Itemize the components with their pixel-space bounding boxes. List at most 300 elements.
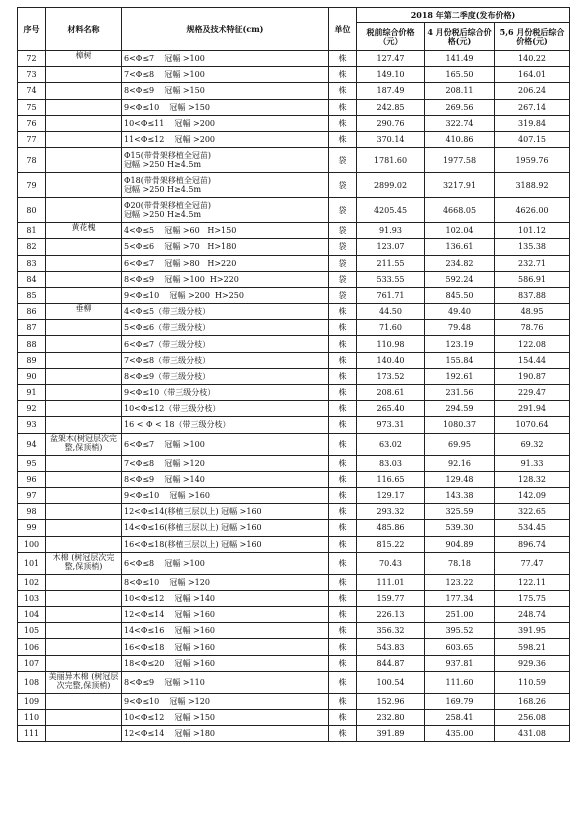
price-april: 208.11 — [425, 83, 495, 99]
price-pretax: 173.52 — [357, 368, 425, 384]
table-row — [18, 148, 570, 173]
spec-text: 4<Φ≤5 冠幅 >60 H>150 — [122, 223, 329, 239]
table-row — [18, 51, 570, 67]
unit: 袋 — [329, 239, 357, 255]
material-name — [46, 693, 122, 709]
unit: 株 — [329, 504, 357, 520]
table-row — [18, 417, 570, 433]
unit: 袋 — [329, 148, 357, 173]
spec-text: 16 < Φ < 18（带三级分枝） — [122, 417, 329, 433]
unit: 袋 — [329, 287, 357, 303]
price-may-june: 77.47 — [495, 552, 570, 574]
spec-text: Φ20(带骨架移植全冠苗) 冠幅 >250 H≥4.5m — [122, 198, 329, 223]
table-row — [18, 536, 570, 552]
row-number: 80 — [18, 198, 46, 223]
row-number: 90 — [18, 368, 46, 384]
material-name — [46, 368, 122, 384]
row-number: 74 — [18, 83, 46, 99]
price-may-june: 319.84 — [495, 115, 570, 131]
price-april: 169.79 — [425, 693, 495, 709]
spec-text: 10<Φ≤11 冠幅 >200 — [122, 115, 329, 131]
table-row — [18, 287, 570, 303]
price-april: 136.61 — [425, 239, 495, 255]
table-row — [18, 574, 570, 590]
price-pretax: 356.32 — [357, 623, 425, 639]
price-april: 3217.91 — [425, 173, 495, 198]
price-pretax: 111.01 — [357, 574, 425, 590]
price-pretax: 152.96 — [357, 693, 425, 709]
header-price-pretax: 税前综合价格（元） — [357, 23, 425, 51]
material-name — [46, 99, 122, 115]
table-row — [18, 255, 570, 271]
price-may-june: 837.88 — [495, 287, 570, 303]
header-price-may-june: 5,6 月份税后综合价格(元) — [495, 23, 570, 51]
unit: 株 — [329, 417, 357, 433]
price-april: 143.38 — [425, 487, 495, 503]
price-may-june: 140.22 — [495, 51, 570, 67]
spec-text: 16<Φ≤18 冠幅 >160 — [122, 639, 329, 655]
price-may-june: 248.74 — [495, 607, 570, 623]
price-april: 410.86 — [425, 131, 495, 147]
spec-text: 4<Φ≤5（带三级分枝） — [122, 304, 329, 320]
row-number: 99 — [18, 520, 46, 536]
price-may-june: 164.01 — [495, 67, 570, 83]
row-number: 92 — [18, 401, 46, 417]
unit: 株 — [329, 99, 357, 115]
price-may-june: 267.14 — [495, 99, 570, 115]
price-april: 165.50 — [425, 67, 495, 83]
price-may-june: 3188.92 — [495, 173, 570, 198]
price-april: 269.56 — [425, 99, 495, 115]
price-may-june: 154.44 — [495, 352, 570, 368]
price-may-june: 122.11 — [495, 574, 570, 590]
material-name — [46, 320, 122, 336]
price-pretax: 973.31 — [357, 417, 425, 433]
price-may-june: 190.87 — [495, 368, 570, 384]
row-number: 105 — [18, 623, 46, 639]
row-number: 83 — [18, 255, 46, 271]
table-row — [18, 336, 570, 352]
spec-text: 8<Φ≤9 冠幅 >110 — [122, 671, 329, 693]
row-number: 85 — [18, 287, 46, 303]
spec-text: 8<Φ≤9 冠幅 >150 — [122, 83, 329, 99]
price-pretax: 211.55 — [357, 255, 425, 271]
header-period: 2018 年第二季度(发布价格) — [357, 8, 570, 23]
unit: 株 — [329, 726, 357, 742]
price-april: 155.84 — [425, 352, 495, 368]
price-may-june: 391.95 — [495, 623, 570, 639]
table-row — [18, 271, 570, 287]
price-april: 231.56 — [425, 385, 495, 401]
spec-text: 6<Φ≤7（带三级分枝） — [122, 336, 329, 352]
price-pretax: 123.07 — [357, 239, 425, 255]
row-number: 79 — [18, 173, 46, 198]
price-may-june: 128.32 — [495, 471, 570, 487]
material-name — [46, 623, 122, 639]
table-row — [18, 223, 570, 239]
unit: 袋 — [329, 173, 357, 198]
price-pretax: 232.80 — [357, 710, 425, 726]
spec-text: 14<Φ≤16(移植三层以上) 冠幅 >160 — [122, 520, 329, 536]
spec-text: 9<Φ≤10 冠幅 >150 — [122, 99, 329, 115]
row-number: 88 — [18, 336, 46, 352]
table-row — [18, 433, 570, 455]
price-may-june: 69.32 — [495, 433, 570, 455]
price-pretax: 242.85 — [357, 99, 425, 115]
header-price-april: 4 月份税后综合价格(元) — [425, 23, 495, 51]
price-may-june: 142.09 — [495, 487, 570, 503]
material-name: 樟树 — [46, 51, 122, 67]
price-may-june: 291.94 — [495, 401, 570, 417]
table-row — [18, 693, 570, 709]
price-april: 123.19 — [425, 336, 495, 352]
spec-text: 8<Φ≤9 冠幅 >100 H>220 — [122, 271, 329, 287]
table-row — [18, 368, 570, 384]
price-table — [17, 7, 570, 742]
price-may-june: 407.15 — [495, 131, 570, 147]
spec-text: 18<Φ≤20 冠幅 >160 — [122, 655, 329, 671]
price-pretax: 63.02 — [357, 433, 425, 455]
price-april: 141.49 — [425, 51, 495, 67]
table-body — [18, 51, 570, 742]
table-row — [18, 671, 570, 693]
material-name — [46, 83, 122, 99]
spec-text: 6<Φ≤7 冠幅 >100 — [122, 51, 329, 67]
unit: 袋 — [329, 223, 357, 239]
unit: 株 — [329, 536, 357, 552]
material-name — [46, 590, 122, 606]
unit: 株 — [329, 520, 357, 536]
price-april: 904.89 — [425, 536, 495, 552]
spec-text: 12<Φ≤14 冠幅 >180 — [122, 726, 329, 742]
header-name: 材料名称 — [46, 8, 122, 51]
price-may-june: 1959.76 — [495, 148, 570, 173]
material-name — [46, 287, 122, 303]
material-name — [46, 417, 122, 433]
row-number: 101 — [18, 552, 46, 574]
price-may-june: 78.76 — [495, 320, 570, 336]
spec-text: 10<Φ≤12（带三级分枝） — [122, 401, 329, 417]
unit: 袋 — [329, 255, 357, 271]
table-row — [18, 504, 570, 520]
price-pretax: 543.83 — [357, 639, 425, 655]
spec-text: 10<Φ≤12 冠幅 >150 — [122, 710, 329, 726]
row-number: 89 — [18, 352, 46, 368]
unit: 株 — [329, 671, 357, 693]
material-name — [46, 455, 122, 471]
price-pretax: 1781.60 — [357, 148, 425, 173]
table-row — [18, 352, 570, 368]
unit: 株 — [329, 67, 357, 83]
price-may-june: 135.38 — [495, 239, 570, 255]
price-may-june: 598.21 — [495, 639, 570, 655]
material-name — [46, 336, 122, 352]
unit: 株 — [329, 487, 357, 503]
spec-text: 6<Φ≤7 冠幅 >100 — [122, 433, 329, 455]
price-pretax: 815.22 — [357, 536, 425, 552]
material-name — [46, 655, 122, 671]
row-number: 106 — [18, 639, 46, 655]
price-april: 435.00 — [425, 726, 495, 742]
material-name — [46, 385, 122, 401]
table-row — [18, 726, 570, 742]
material-name — [46, 148, 122, 173]
price-pretax: 100.54 — [357, 671, 425, 693]
spec-text: Φ15(带骨架移植全冠苗) 冠幅 >250 H≥4.5m — [122, 148, 329, 173]
price-may-june: 256.08 — [495, 710, 570, 726]
price-april: 69.95 — [425, 433, 495, 455]
material-name — [46, 352, 122, 368]
row-number: 95 — [18, 455, 46, 471]
price-may-june: 206.24 — [495, 83, 570, 99]
unit: 株 — [329, 455, 357, 471]
price-pretax: 140.40 — [357, 352, 425, 368]
header-unit: 单位 — [329, 8, 357, 51]
price-pretax: 70.43 — [357, 552, 425, 574]
price-may-june: 896.74 — [495, 536, 570, 552]
material-name: 黄花槐 — [46, 223, 122, 239]
price-pretax: 293.32 — [357, 504, 425, 520]
material-name — [46, 487, 122, 503]
price-april: 111.60 — [425, 671, 495, 693]
spec-text: 7<Φ≤8 冠幅 >100 — [122, 67, 329, 83]
price-pretax: 71.60 — [357, 320, 425, 336]
unit: 株 — [329, 552, 357, 574]
unit: 株 — [329, 304, 357, 320]
unit: 株 — [329, 401, 357, 417]
spec-text: 7<Φ≤8（带三级分枝） — [122, 352, 329, 368]
row-number: 94 — [18, 433, 46, 455]
unit: 株 — [329, 433, 357, 455]
price-may-june: 229.47 — [495, 385, 570, 401]
row-number: 104 — [18, 607, 46, 623]
price-may-june: 929.36 — [495, 655, 570, 671]
material-name — [46, 726, 122, 742]
spec-text: 9<Φ≤10 冠幅 >200 H>250 — [122, 287, 329, 303]
price-april: 102.04 — [425, 223, 495, 239]
unit: 株 — [329, 590, 357, 606]
unit: 株 — [329, 336, 357, 352]
row-number: 86 — [18, 304, 46, 320]
price-pretax: 290.76 — [357, 115, 425, 131]
price-pretax: 83.03 — [357, 455, 425, 471]
material-name: 木棉 (树冠层次完整,保顶梢) — [46, 552, 122, 574]
table-row — [18, 639, 570, 655]
spec-text: 12<Φ≤14 冠幅 >160 — [122, 607, 329, 623]
unit: 袋 — [329, 198, 357, 223]
spec-text: 11<Φ≤12 冠幅 >200 — [122, 131, 329, 147]
unit: 株 — [329, 574, 357, 590]
row-number: 77 — [18, 131, 46, 147]
price-april: 395.52 — [425, 623, 495, 639]
table-row — [18, 83, 570, 99]
price-april: 192.61 — [425, 368, 495, 384]
price-pretax: 533.55 — [357, 271, 425, 287]
row-number: 98 — [18, 504, 46, 520]
row-number: 111 — [18, 726, 46, 742]
price-may-june: 168.26 — [495, 693, 570, 709]
price-april: 258.41 — [425, 710, 495, 726]
price-may-june: 110.59 — [495, 671, 570, 693]
price-pretax: 110.98 — [357, 336, 425, 352]
price-april: 937.81 — [425, 655, 495, 671]
price-april: 4668.05 — [425, 198, 495, 223]
row-number: 76 — [18, 115, 46, 131]
row-number: 87 — [18, 320, 46, 336]
row-number: 109 — [18, 693, 46, 709]
price-may-june: 322.65 — [495, 504, 570, 520]
unit: 袋 — [329, 271, 357, 287]
table-row — [18, 173, 570, 198]
unit: 株 — [329, 51, 357, 67]
material-name — [46, 401, 122, 417]
unit: 株 — [329, 471, 357, 487]
material-name — [46, 131, 122, 147]
spec-text: Φ18(带骨架移植全冠苗) 冠幅 >250 H≥4.5m — [122, 173, 329, 198]
table-row — [18, 99, 570, 115]
spec-text: 7<Φ≤8 冠幅 >120 — [122, 455, 329, 471]
material-name — [46, 255, 122, 271]
price-april: 592.24 — [425, 271, 495, 287]
row-number: 78 — [18, 148, 46, 173]
price-april: 603.65 — [425, 639, 495, 655]
spec-text: 9<Φ≤10 冠幅 >120 — [122, 693, 329, 709]
price-may-june: 122.08 — [495, 336, 570, 352]
price-april: 251.00 — [425, 607, 495, 623]
price-may-june: 4626.00 — [495, 198, 570, 223]
price-april: 539.30 — [425, 520, 495, 536]
table-row — [18, 710, 570, 726]
price-pretax: 844.87 — [357, 655, 425, 671]
table-row — [18, 67, 570, 83]
price-pretax: 485.86 — [357, 520, 425, 536]
material-name — [46, 574, 122, 590]
price-pretax: 391.89 — [357, 726, 425, 742]
unit: 株 — [329, 352, 357, 368]
row-number: 100 — [18, 536, 46, 552]
price-april: 177.34 — [425, 590, 495, 606]
row-number: 84 — [18, 271, 46, 287]
spec-text: 16<Φ≤18(移植三层以上) 冠幅 >160 — [122, 536, 329, 552]
table-row — [18, 623, 570, 639]
price-april: 79.48 — [425, 320, 495, 336]
row-number: 108 — [18, 671, 46, 693]
price-april: 1080.37 — [425, 417, 495, 433]
material-name — [46, 607, 122, 623]
spec-text: 12<Φ≤14(移植三层以上) 冠幅 >160 — [122, 504, 329, 520]
price-may-june: 534.45 — [495, 520, 570, 536]
price-april: 92.16 — [425, 455, 495, 471]
material-name — [46, 239, 122, 255]
row-number: 110 — [18, 710, 46, 726]
spec-text: 6<Φ≤7 冠幅 >80 H>220 — [122, 255, 329, 271]
material-name — [46, 271, 122, 287]
material-name — [46, 115, 122, 131]
table-row — [18, 198, 570, 223]
material-name: 美丽异木棉 (树冠层次完整,保顶梢) — [46, 671, 122, 693]
table-row — [18, 655, 570, 671]
price-april: 1977.58 — [425, 148, 495, 173]
spec-text: 8<Φ≤10 冠幅 >120 — [122, 574, 329, 590]
table-row — [18, 385, 570, 401]
table-row — [18, 607, 570, 623]
price-april: 234.82 — [425, 255, 495, 271]
unit: 株 — [329, 368, 357, 384]
row-number: 107 — [18, 655, 46, 671]
unit: 株 — [329, 639, 357, 655]
table-row — [18, 487, 570, 503]
unit: 株 — [329, 131, 357, 147]
material-name: 盆架木(树冠层次完整,保顶梢) — [46, 433, 122, 455]
unit: 株 — [329, 607, 357, 623]
row-number: 75 — [18, 99, 46, 115]
table-row — [18, 115, 570, 131]
material-name — [46, 471, 122, 487]
price-may-june: 431.08 — [495, 726, 570, 742]
material-name — [46, 173, 122, 198]
header-no: 序号 — [18, 8, 46, 51]
table-row — [18, 239, 570, 255]
row-number: 72 — [18, 51, 46, 67]
spec-text: 9<Φ≤10（带三级分枝） — [122, 385, 329, 401]
unit: 株 — [329, 115, 357, 131]
row-number: 97 — [18, 487, 46, 503]
unit: 株 — [329, 83, 357, 99]
price-may-june: 586.91 — [495, 271, 570, 287]
spec-text: 5<Φ≤6（带三级分枝） — [122, 320, 329, 336]
table-row — [18, 131, 570, 147]
price-pretax: 370.14 — [357, 131, 425, 147]
price-pretax: 2899.02 — [357, 173, 425, 198]
material-name — [46, 639, 122, 655]
row-number: 102 — [18, 574, 46, 590]
price-pretax: 129.17 — [357, 487, 425, 503]
row-number: 103 — [18, 590, 46, 606]
row-number: 73 — [18, 67, 46, 83]
price-may-june: 101.12 — [495, 223, 570, 239]
material-name: 垂柳 — [46, 304, 122, 320]
spec-text: 5<Φ≤6 冠幅 >70 H>180 — [122, 239, 329, 255]
unit: 株 — [329, 693, 357, 709]
price-may-june: 1070.64 — [495, 417, 570, 433]
material-name — [46, 520, 122, 536]
unit: 株 — [329, 710, 357, 726]
material-name — [46, 504, 122, 520]
table-row — [18, 471, 570, 487]
price-may-june: 91.33 — [495, 455, 570, 471]
table-row — [18, 304, 570, 320]
price-pretax: 265.40 — [357, 401, 425, 417]
price-april: 322.74 — [425, 115, 495, 131]
material-name — [46, 198, 122, 223]
price-pretax: 159.77 — [357, 590, 425, 606]
spec-text: 14<Φ≤16 冠幅 >160 — [122, 623, 329, 639]
row-number: 81 — [18, 223, 46, 239]
price-pretax: 91.93 — [357, 223, 425, 239]
price-pretax: 226.13 — [357, 607, 425, 623]
material-name — [46, 710, 122, 726]
spec-text: 8<Φ≤9（带三级分枝） — [122, 368, 329, 384]
price-april: 49.40 — [425, 304, 495, 320]
unit: 株 — [329, 385, 357, 401]
price-pretax: 4205.45 — [357, 198, 425, 223]
price-april: 294.59 — [425, 401, 495, 417]
price-pretax: 187.49 — [357, 83, 425, 99]
price-may-june: 232.71 — [495, 255, 570, 271]
row-number: 93 — [18, 417, 46, 433]
table-row — [18, 455, 570, 471]
unit: 株 — [329, 655, 357, 671]
